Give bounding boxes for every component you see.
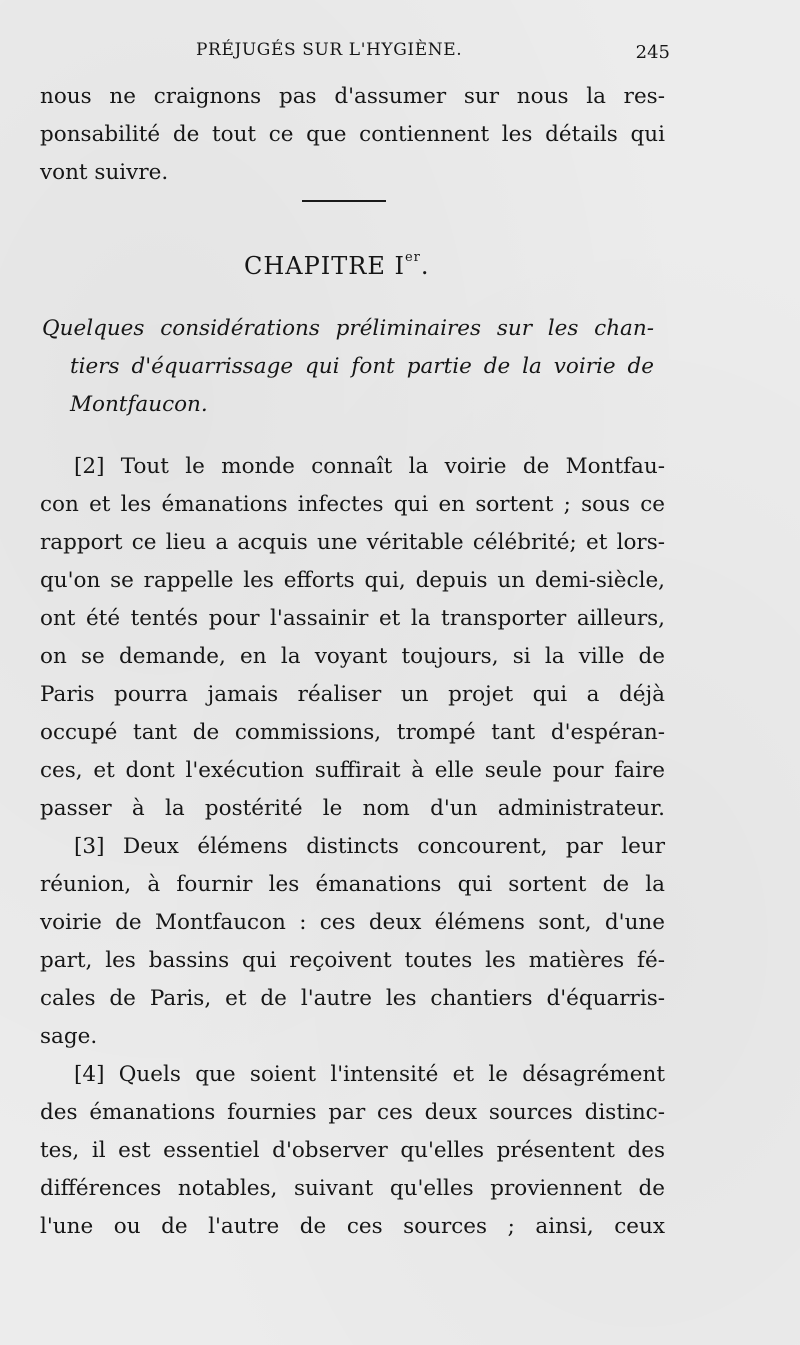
- text-line: nous ne craignons pas d'assumer sur nous la res-: [40, 84, 665, 109]
- text-line: on se demande, en la voyant toujours, si la ville de: [40, 644, 665, 669]
- text-line: tes, il est essentiel d'observer qu'elles présentent des: [40, 1138, 665, 1163]
- text-line: réunion, à fournir les émanations qui sortent de la: [40, 872, 665, 897]
- chapter-subtitle: [42, 310, 654, 424]
- text-line: ces, et dont l'exécution suffirait à elle seule pour faire: [40, 758, 665, 783]
- text-line: passer à la postérité le nom d'un administrateur.: [40, 796, 665, 821]
- body-text: [40, 448, 665, 1246]
- text-line: ponsabilité de tout ce que contiennent les détails qui: [40, 122, 665, 147]
- subtitle-line: Montfaucon.: [70, 392, 208, 417]
- chapter-title-sup: er: [404, 250, 421, 265]
- text-line: des émanations fournies par ces deux sources distinc-: [40, 1100, 665, 1125]
- text-line: sage.: [40, 1024, 98, 1049]
- text-line: l'une ou de l'autre de ces sources ; ainsi, ceux: [40, 1214, 665, 1239]
- text-line: occupé tant de commissions, trompé tant d'espéran-: [40, 720, 665, 745]
- text-line: con et les émanations infectes qui en sortent ; sous ce: [40, 492, 665, 517]
- text-line: voirie de Montfaucon : ces deux élémens sont, d'une: [40, 910, 665, 935]
- chapter-title-end: .: [420, 252, 430, 280]
- text-line: cales de Paris, et de l'autre les chantiers d'équarris-: [40, 986, 665, 1011]
- text-line: part, les bassins qui reçoivent toutes les matières fé-: [40, 948, 665, 973]
- text-line: différences notables, suivant qu'elles proviennent de: [40, 1176, 665, 1201]
- chapter-heading: [244, 252, 430, 280]
- chapter-title: CHAPITRE I: [244, 252, 405, 280]
- subtitle-line: Quelques considérations préliminaires sur les chan-: [42, 316, 654, 341]
- text-line: vont suivre.: [40, 160, 169, 185]
- section-divider: [302, 200, 386, 202]
- text-line: [3] Deux élémens distincts concourent, par leur: [74, 834, 665, 859]
- text-line: qu'on se rappelle les efforts qui, depuis un demi-siècle,: [40, 568, 665, 593]
- text-line: ont été tentés pour l'assainir et la transporter ailleurs,: [40, 606, 665, 631]
- subtitle-line: tiers d'équarrissage qui font partie de la voirie de: [70, 354, 654, 379]
- page-number: 245: [635, 42, 670, 63]
- running-head: PRÉJUGÉS SUR L'HYGIÈNE.: [196, 40, 463, 60]
- text-line: Paris pourra jamais réaliser un projet qui a déjà: [40, 682, 665, 707]
- text-line: [2] Tout le monde connaît la voirie de Montfau-: [74, 454, 665, 479]
- intro-paragraph: [40, 78, 665, 192]
- text-line: rapport ce lieu a acquis une véritable célébrité; et lors-: [40, 530, 665, 555]
- text-line: [4] Quels que soient l'intensité et le désagrément: [74, 1062, 665, 1087]
